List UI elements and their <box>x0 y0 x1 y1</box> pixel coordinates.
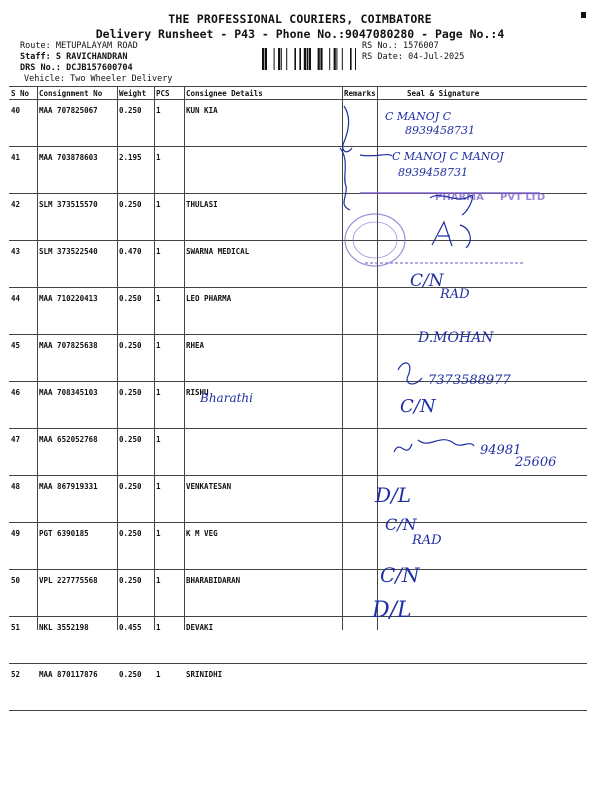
col-remarks: Remarks <box>344 88 376 98</box>
staff-value: S RAVICHANDRAN <box>55 52 128 62</box>
cell-pcs: 1 <box>154 664 184 711</box>
barcode-bar <box>329 48 330 70</box>
cell-pcs: 1 <box>154 288 184 335</box>
stamp-text-2: PVT LTD <box>500 192 546 203</box>
cell-consignment: MAA 708345103 <box>37 382 117 429</box>
barcode-bar <box>318 48 320 70</box>
cell-pcs: 1 <box>154 523 184 570</box>
rs-date-line: RS Date: 04-Jul-2025 <box>362 52 465 62</box>
cell-sno: 44 <box>9 288 37 335</box>
cell-seal-signature <box>377 570 587 617</box>
cell-seal-signature <box>377 429 587 476</box>
cell-remarks <box>342 570 377 617</box>
cell-consignee: RISHU <box>184 382 342 429</box>
barcode-bar <box>294 48 296 70</box>
sig-row50-rad: RAD <box>412 533 442 548</box>
cell-pcs: 1 <box>154 241 184 288</box>
table-row <box>9 570 587 617</box>
cell-consignee: BHARABIDARAN <box>184 570 342 617</box>
runsheet-table <box>9 86 587 711</box>
cell-sno: 50 <box>9 570 37 617</box>
rs-no-value: 1576007 <box>402 41 439 51</box>
cell-consignment: MAA 710220413 <box>37 288 117 335</box>
cell-consignment: MAA 707825067 <box>37 100 117 147</box>
cell-remarks <box>342 664 377 711</box>
cell-seal-signature <box>377 382 587 429</box>
cell-remarks <box>342 335 377 382</box>
sig-row48-a: 94981 <box>480 443 522 458</box>
table-row <box>9 288 587 335</box>
col-divider <box>37 86 38 630</box>
cell-consignment: MAA 707825638 <box>37 335 117 382</box>
cell-pcs: 1 <box>154 147 184 194</box>
table-row <box>9 335 587 382</box>
cell-weight: 0.250 <box>117 523 154 570</box>
cell-remarks <box>342 429 377 476</box>
barcode-bar <box>342 48 343 70</box>
barcode-bar <box>350 48 352 70</box>
sig-row51: C/N <box>380 563 420 587</box>
col-weight: Weight <box>117 87 154 100</box>
cell-pcs: 1 <box>154 194 184 241</box>
cell-sno: 48 <box>9 476 37 523</box>
cell-weight: 0.250 <box>117 382 154 429</box>
sig-row49: D/L <box>375 483 412 507</box>
cell-consignment: MAA 870117876 <box>37 664 117 711</box>
cell-consignment: SLM 373522540 <box>37 241 117 288</box>
barcode-bar <box>355 48 356 70</box>
cell-sno: 52 <box>9 664 37 711</box>
cell-weight: 0.470 <box>117 241 154 288</box>
cell-consignment: VPL 227775568 <box>37 570 117 617</box>
cell-sno: 40 <box>9 100 37 147</box>
sig-row46-name: D.MOHAN <box>418 330 494 346</box>
sig-row44-rad: RAD <box>440 287 470 302</box>
sig-row41-name: C MANOJ C MANOJ <box>392 150 504 163</box>
cell-consignee: SRINIDHI <box>184 664 342 711</box>
cell-weight: 0.250 <box>117 194 154 241</box>
cell-seal-signature <box>377 476 587 523</box>
cell-pcs: 1 <box>154 476 184 523</box>
barcode-bar <box>336 48 337 70</box>
cell-weight: 0.250 <box>117 570 154 617</box>
sig-row50-cn: C/N <box>385 515 417 534</box>
col-seal-signature: Seal & Signature <box>377 87 587 100</box>
table-row <box>9 382 587 429</box>
col-divider <box>154 86 155 630</box>
sig-row41-phone: 8939458731 <box>398 166 468 179</box>
cell-consignment: MAA 652052768 <box>37 429 117 476</box>
cell-consignee: LEO PHARMA <box>184 288 342 335</box>
cell-pcs: 1 <box>154 429 184 476</box>
cell-weight: 0.250 <box>117 288 154 335</box>
cell-pcs: 1 <box>154 335 184 382</box>
col-divider <box>342 86 343 630</box>
cell-pcs: 1 <box>154 100 184 147</box>
table-row <box>9 617 587 664</box>
cell-consignment: PGT 6390185 <box>37 523 117 570</box>
barcode-bar <box>304 48 306 70</box>
rs-no-line: RS No.: 1576007 <box>362 41 439 51</box>
cell-weight: 0.250 <box>117 476 154 523</box>
barcode-bar <box>299 48 301 70</box>
company-stamp <box>335 185 560 270</box>
cell-sno: 46 <box>9 382 37 429</box>
barcode-bar <box>320 48 322 70</box>
barcode-bar <box>307 48 309 70</box>
table-row <box>9 664 587 711</box>
cell-pcs: 1 <box>154 617 184 664</box>
barcode-bar <box>286 48 287 70</box>
barcode-bar <box>334 48 336 70</box>
cell-weight: 0.250 <box>117 429 154 476</box>
company-title: THE PROFESSIONAL COURIERS, COIMBATORE <box>168 12 432 26</box>
cell-sno: 45 <box>9 335 37 382</box>
cell-remarks <box>342 476 377 523</box>
route-line: Route: METUPALAYAM ROAD <box>20 41 138 51</box>
col-consignee: Consignee Details <box>184 87 342 100</box>
table-header-row <box>9 87 587 100</box>
cell-pcs: 1 <box>154 382 184 429</box>
cell-remarks <box>342 617 377 664</box>
cell-seal-signature <box>377 617 587 664</box>
vehicle-line: Vehicle: Two Wheeler Delivery <box>24 74 173 84</box>
cell-remarks <box>342 100 377 147</box>
stamp-text-1: PHARMA <box>435 192 484 203</box>
barcode-bar <box>274 48 275 70</box>
col-divider <box>184 86 185 630</box>
barcode-bar <box>278 48 280 70</box>
cell-pcs: 1 <box>154 570 184 617</box>
cell-consignment: SLM 373515570 <box>37 194 117 241</box>
cell-consignee: SWARNA MEDICAL <box>184 241 342 288</box>
cell-consignment: NKL 3552198 <box>37 617 117 664</box>
cell-consignee: THULASI <box>184 194 342 241</box>
cell-seal-signature <box>377 335 587 382</box>
sig-row52: D/L <box>372 598 412 623</box>
cell-sno: 51 <box>9 617 37 664</box>
col-consignment: Consignment No <box>37 87 117 100</box>
col-sno: S No <box>9 87 37 100</box>
cell-sno: 41 <box>9 147 37 194</box>
cell-consignee: K M VEG <box>184 523 342 570</box>
table-row <box>9 523 587 570</box>
cell-consignee <box>184 147 342 194</box>
drs-value: DCJB157600704 <box>66 63 133 73</box>
cell-seal-signature <box>377 664 587 711</box>
cell-weight: 0.455 <box>117 617 154 664</box>
col-divider <box>377 86 378 630</box>
cell-remarks <box>342 382 377 429</box>
barcode-bar <box>309 48 311 70</box>
row47-consignee-handwritten: Bharathi <box>200 391 253 405</box>
cell-sno: 47 <box>9 429 37 476</box>
cell-seal-signature <box>377 100 587 147</box>
cell-consignee: VENKATESAN <box>184 476 342 523</box>
sig-row40-name: C MANOJ C <box>385 110 452 123</box>
barcode-bar <box>262 48 264 70</box>
runsheet-title: Delivery Runsheet - P43 - Phone No.:9047080280 - Page No.:4 <box>95 27 505 41</box>
rs-date-value: 04-Jul-2025 <box>408 52 465 62</box>
cell-weight: 0.250 <box>117 100 154 147</box>
cell-consignee: RHEA <box>184 335 342 382</box>
cell-sno: 43 <box>9 241 37 288</box>
table-row <box>9 100 587 147</box>
barcode-bar <box>281 48 282 70</box>
sig-row44-cn: C/N <box>410 271 444 291</box>
table-row <box>9 429 587 476</box>
cell-sno: 49 <box>9 523 37 570</box>
barcode-bar <box>265 48 267 70</box>
route-value: METUPALAYAM ROAD <box>55 41 138 51</box>
col-divider <box>117 86 118 630</box>
drs-line: DRS No.: DCJB157600704 <box>20 63 133 73</box>
sig-row46-phone: 7373588977 <box>428 373 511 388</box>
staff-line: Staff: S RAVICHANDRAN <box>20 52 128 62</box>
cell-consignment: MAA 867919331 <box>37 476 117 523</box>
cell-seal-signature <box>377 523 587 570</box>
sig-row48-b: 25606 <box>515 455 557 470</box>
sig-row47: C/N <box>400 396 436 417</box>
cell-sno: 42 <box>9 194 37 241</box>
cell-remarks <box>342 288 377 335</box>
cell-consignee: DEVAKI <box>184 617 342 664</box>
barcode <box>262 48 356 70</box>
vehicle-value: Two Wheeler Delivery <box>70 74 173 84</box>
cell-consignee <box>184 429 342 476</box>
cell-weight: 2.195 <box>117 147 154 194</box>
cell-seal-signature <box>377 288 587 335</box>
table-row <box>9 476 587 523</box>
cell-consignee: KUN KIA <box>184 100 342 147</box>
cell-consignment: MAA 703878603 <box>37 147 117 194</box>
cell-weight: 0.250 <box>117 335 154 382</box>
col-pcs: PCS <box>154 87 184 100</box>
cell-remarks <box>342 523 377 570</box>
sig-row40-phone: 8939458731 <box>405 124 475 137</box>
cell-weight: 0.250 <box>117 664 154 711</box>
